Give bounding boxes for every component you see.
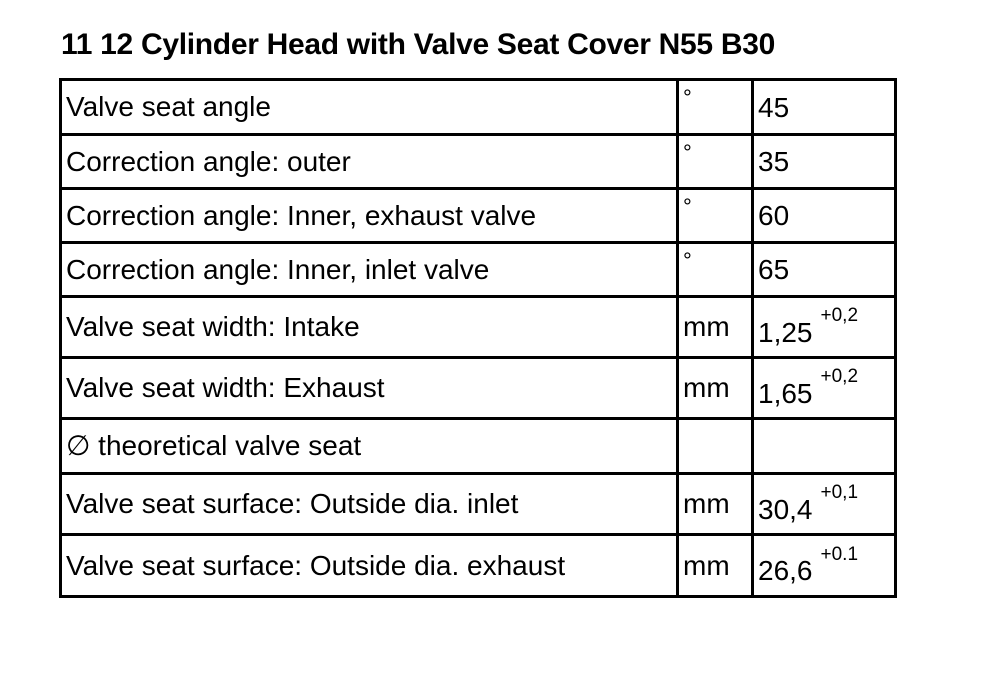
value-cell [753, 535, 896, 597]
document-title: 11 12 Cylinder Head with Valve Seat Cover N55 B30 [61, 28, 775, 61]
unit-cell: ° [678, 135, 753, 189]
description-cell: ∅ theoretical valve seat [61, 419, 678, 474]
value-cell [753, 419, 896, 474]
value-text: 65 [758, 254, 790, 286]
table-row [61, 358, 896, 419]
tolerance-text: +0,1 [820, 482, 859, 504]
table-row [61, 135, 896, 189]
value-text: 30,4 [758, 493, 813, 525]
value-text: 1,25 [758, 316, 813, 348]
description-cell: Correction angle: Inner, inlet valve [61, 243, 678, 297]
table-row [61, 80, 896, 135]
unit-cell: mm [678, 535, 753, 597]
table-row [61, 189, 896, 243]
tolerance-text: +0,2 [820, 305, 859, 327]
description-cell: Correction angle: Inner, exhaust valve [61, 189, 678, 243]
unit-cell [678, 419, 753, 474]
value-cell [753, 297, 896, 358]
unit-cell: mm [678, 474, 753, 535]
value-cell [753, 358, 896, 419]
unit-cell: mm [678, 297, 753, 358]
value-text: 35 [758, 146, 790, 178]
description-cell: Valve seat surface: Outside dia. inlet [61, 474, 678, 535]
tolerance-text: +0,2 [820, 366, 859, 388]
description-cell: Valve seat width: Exhaust [61, 358, 678, 419]
value-cell [753, 80, 896, 135]
value-text: 26,6 [758, 555, 813, 587]
table-row [61, 297, 896, 358]
table-row [61, 474, 896, 535]
specification-table [59, 78, 897, 598]
value-text: 60 [758, 200, 790, 232]
unit-cell: ° [678, 80, 753, 135]
description-cell: Correction angle: outer [61, 135, 678, 189]
tolerance-text: +0.1 [820, 543, 859, 565]
unit-cell: ° [678, 189, 753, 243]
value-cell [753, 474, 896, 535]
description-cell: Valve seat width: Intake [61, 297, 678, 358]
unit-cell: ° [678, 243, 753, 297]
value-cell [753, 189, 896, 243]
table-row [61, 535, 896, 597]
value-cell [753, 135, 896, 189]
table-row [61, 419, 896, 474]
table-row [61, 243, 896, 297]
value-text: 1,65 [758, 377, 813, 409]
value-text: 45 [758, 91, 790, 123]
value-cell [753, 243, 896, 297]
description-cell: Valve seat surface: Outside dia. exhaust [61, 535, 678, 597]
unit-cell: mm [678, 358, 753, 419]
description-cell: Valve seat angle [61, 80, 678, 135]
